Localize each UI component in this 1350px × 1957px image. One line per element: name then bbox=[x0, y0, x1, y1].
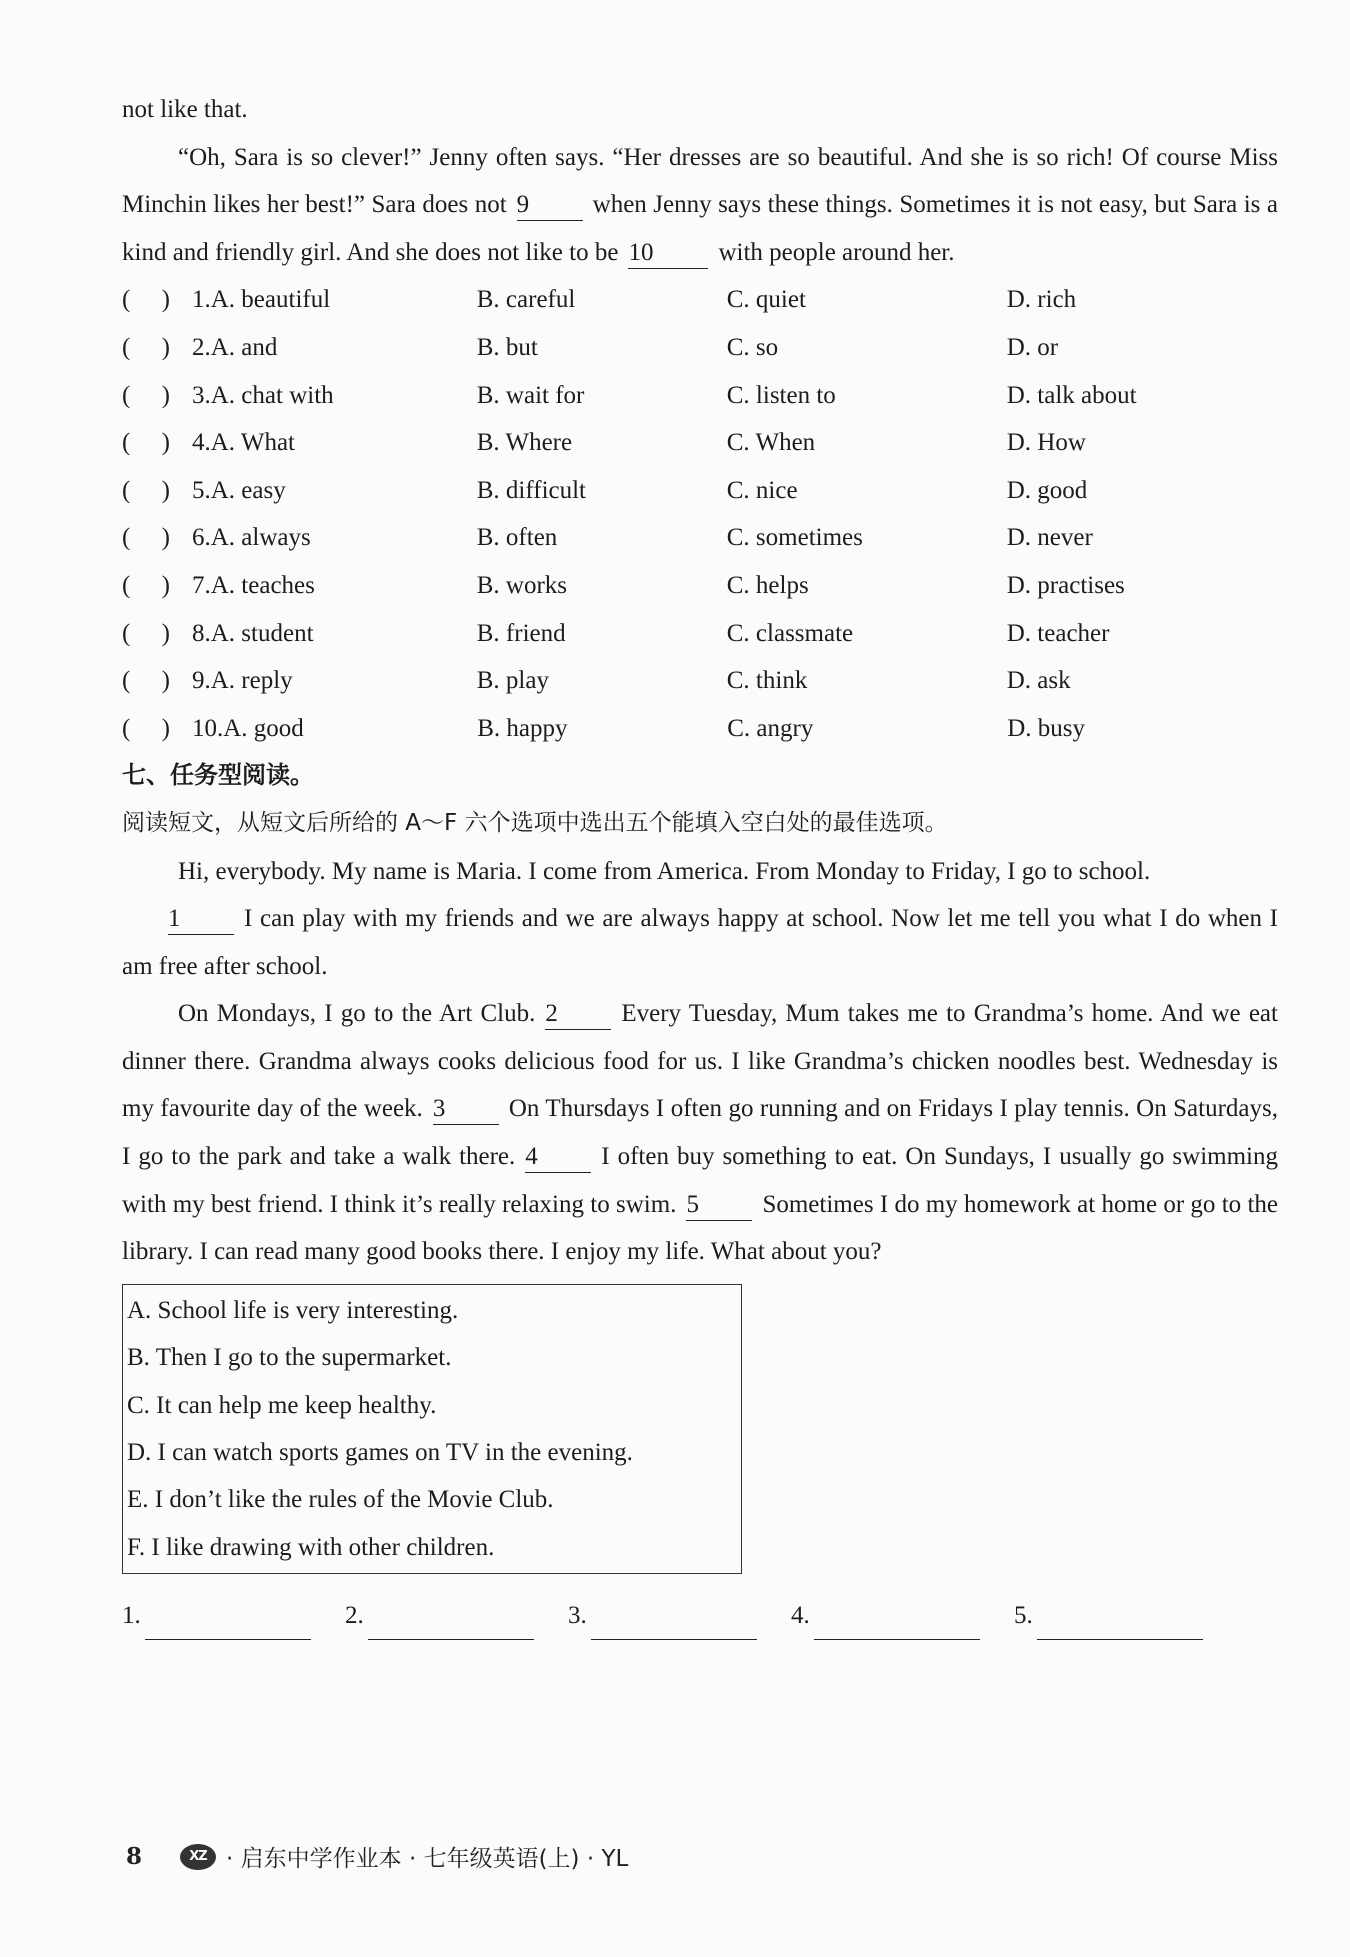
answer-label: 3. bbox=[568, 1602, 587, 1630]
question-number: 9. bbox=[192, 667, 211, 695]
answer-label: 1. bbox=[122, 1602, 141, 1630]
question-row bbox=[122, 467, 1278, 515]
answer-label: 5. bbox=[1014, 1602, 1033, 1630]
option-c: C. helps bbox=[726, 571, 809, 599]
option-b: B. happy bbox=[477, 714, 568, 742]
option-c: C. quiet bbox=[726, 286, 806, 314]
section-instruction: 阅读短文，从短文后所给的 A～F 六个选项中选出五个能填入空白处的最佳选项。 bbox=[122, 809, 948, 836]
question-number: 8. bbox=[192, 619, 211, 647]
option-c: C. nice bbox=[726, 476, 798, 504]
passage-text: On Thursdays I often go running and on Fridays I play tennis. On Saturdays, I go to the park and take a walk there. bbox=[122, 1095, 1279, 1171]
answer-slot bbox=[791, 1592, 1014, 1640]
page-content bbox=[122, 86, 1278, 1640]
question-number: 2. bbox=[192, 333, 211, 361]
option-item: C. It can help me keep healthy. bbox=[127, 1391, 437, 1419]
answer-line-3[interactable] bbox=[591, 1609, 757, 1640]
blank-5[interactable]: 5 bbox=[686, 1190, 752, 1221]
option-d: D. ask bbox=[1006, 667, 1071, 695]
option-c: C. angry bbox=[727, 714, 814, 742]
blank-1[interactable]: 1 bbox=[168, 904, 234, 935]
answer-paren[interactable]: ( ) bbox=[122, 381, 170, 409]
answer-paren[interactable]: ( ) bbox=[122, 476, 170, 504]
option-d: D. rich bbox=[1006, 286, 1077, 314]
option-b: B. works bbox=[476, 571, 568, 599]
option-a: A. reply bbox=[210, 667, 293, 695]
option-a: A. easy bbox=[210, 476, 286, 504]
answer-lines bbox=[122, 1592, 1278, 1640]
question-row bbox=[122, 276, 1278, 324]
answer-label: 4. bbox=[791, 1602, 810, 1630]
passage-text: when Jenny says these things. Sometimes it is not easy, but Sara is a kind and friendly girl. And she does not like to be bbox=[122, 191, 1278, 266]
passage-text: with people around her. bbox=[718, 238, 955, 266]
page-number: 8 bbox=[126, 1843, 143, 1870]
option-c: C. listen to bbox=[726, 381, 836, 409]
question-number: 6. bbox=[192, 524, 211, 552]
answer-line-1[interactable] bbox=[145, 1609, 311, 1640]
question-row bbox=[122, 324, 1278, 372]
answer-paren[interactable]: ( ) bbox=[122, 667, 170, 695]
option-b: B. difficult bbox=[476, 476, 587, 504]
question-number: 4. bbox=[192, 429, 211, 457]
option-a: A. and bbox=[210, 333, 278, 361]
answer-label: 2. bbox=[345, 1602, 364, 1630]
option-item: B. Then I go to the supermarket. bbox=[127, 1344, 452, 1372]
passage-text: I can play with my friends and we are always happy at school. Now let me tell you what I do when I am free after school. bbox=[122, 905, 1278, 980]
question-row bbox=[122, 657, 1278, 705]
option-b: B. Where bbox=[476, 429, 573, 457]
publisher-logo-icon: XZ bbox=[180, 1844, 216, 1870]
question-row bbox=[122, 372, 1278, 420]
option-d: D. or bbox=[1006, 333, 1059, 361]
question-number: 1. bbox=[192, 286, 211, 314]
passage-paragraph: Hi, everybody. My name is Maria. I come from America. From Monday to Friday, I go to school. bbox=[178, 857, 1151, 885]
option-d: D. How bbox=[1006, 429, 1086, 457]
answer-paren[interactable]: ( ) bbox=[122, 524, 170, 552]
option-item: A. School life is very interesting. bbox=[127, 1296, 459, 1324]
section-title: 七、任务型阅读。 bbox=[122, 761, 314, 790]
option-d: D. teacher bbox=[1006, 619, 1110, 647]
option-b: B. careful bbox=[476, 286, 576, 314]
answer-options-box bbox=[122, 1284, 742, 1574]
question-row bbox=[122, 514, 1278, 562]
passage-line: not like that. bbox=[122, 96, 248, 123]
question-row bbox=[122, 562, 1278, 610]
blank-3[interactable]: 3 bbox=[433, 1094, 499, 1125]
answer-line-5[interactable] bbox=[1037, 1609, 1203, 1640]
answer-paren[interactable]: ( ) bbox=[122, 619, 170, 647]
answer-paren[interactable]: ( ) bbox=[122, 714, 170, 742]
option-b: B. wait for bbox=[476, 381, 585, 409]
passage-paragraph bbox=[122, 990, 1278, 1276]
option-item: F. I like drawing with other children. bbox=[127, 1533, 495, 1561]
cloze-questions bbox=[122, 276, 1278, 752]
option-a: A. chat with bbox=[210, 381, 334, 409]
option-a: A. beautiful bbox=[210, 286, 331, 314]
question-number: 5. bbox=[192, 476, 211, 504]
option-d: D. good bbox=[1006, 476, 1088, 504]
answer-paren[interactable]: ( ) bbox=[122, 333, 170, 361]
question-row bbox=[122, 705, 1278, 753]
answer-line-4[interactable] bbox=[814, 1609, 980, 1640]
question-row bbox=[122, 610, 1278, 658]
book-title: · 启东中学作业本 · 七年级英语(上) · YL bbox=[226, 1846, 629, 1872]
passage-text: On Mondays, I go to the Art Club. bbox=[178, 1000, 536, 1028]
option-b: B. friend bbox=[476, 619, 566, 647]
option-d: D. talk about bbox=[1006, 381, 1137, 409]
answer-slot bbox=[345, 1592, 568, 1640]
question-number: 7. bbox=[192, 571, 211, 599]
option-c: C. think bbox=[726, 667, 808, 695]
option-item: E. I don’t like the rules of the Movie Club. bbox=[127, 1486, 554, 1514]
blank-9[interactable]: 9 bbox=[517, 190, 583, 221]
answer-paren[interactable]: ( ) bbox=[122, 571, 170, 599]
passage-text: “Oh, Sara is so clever!” Jenny often says. “Her dresses are so beautiful. And she is so rich! Of course Miss Minchin likes her best!” Sara does not bbox=[122, 143, 1278, 219]
blank-2[interactable]: 2 bbox=[545, 999, 611, 1030]
option-c: C. so bbox=[726, 333, 779, 361]
answer-slot bbox=[1014, 1592, 1237, 1640]
option-item: D. I can watch sports games on TV in the evening. bbox=[127, 1439, 633, 1467]
question-number: 3. bbox=[192, 381, 211, 409]
answer-paren[interactable]: ( ) bbox=[122, 286, 170, 314]
option-b: B. often bbox=[476, 524, 558, 552]
blank-10[interactable]: 10 bbox=[628, 238, 708, 269]
passage-text: Every Tuesday, Mum takes me to Grandma’s home. And we eat dinner there. Grandma always cooks delicious food for us. I like Grandma’s chicken noodles best. Wednesday is my favourite day of the week. bbox=[122, 1000, 1278, 1123]
answer-slot bbox=[568, 1592, 791, 1640]
answer-slot bbox=[122, 1592, 345, 1640]
page-footer bbox=[126, 1840, 628, 1873]
option-a: A. What bbox=[210, 429, 295, 457]
answer-paren[interactable]: ( ) bbox=[122, 429, 170, 457]
option-b: B. play bbox=[476, 667, 549, 695]
option-a: A. always bbox=[210, 524, 311, 552]
option-a: A. good bbox=[223, 714, 304, 742]
option-c: C. classmate bbox=[726, 619, 854, 647]
passage-text: I often buy something to eat. On Sundays, I usually go swimming with my best friend. I think it’s really relaxing to swim. bbox=[122, 1143, 1278, 1218]
passage-paragraph bbox=[122, 895, 1278, 990]
blank-4[interactable]: 4 bbox=[525, 1142, 591, 1173]
option-d: D. practises bbox=[1006, 571, 1125, 599]
passage-text: Sometimes I do my homework at home or go to the library. I can read many good books there. I enjoy my life. What about you? bbox=[122, 1190, 1278, 1266]
passage-paragraph bbox=[122, 134, 1278, 277]
option-c: C. sometimes bbox=[726, 524, 863, 552]
option-a: A. teaches bbox=[210, 571, 315, 599]
option-c: C. When bbox=[726, 429, 816, 457]
option-a: A. student bbox=[210, 619, 314, 647]
option-b: B. but bbox=[476, 333, 538, 361]
option-d: D. never bbox=[1006, 524, 1093, 552]
question-number: 10. bbox=[192, 714, 224, 742]
option-d: D. busy bbox=[1007, 714, 1086, 742]
question-row bbox=[122, 419, 1278, 467]
answer-line-2[interactable] bbox=[368, 1609, 534, 1640]
